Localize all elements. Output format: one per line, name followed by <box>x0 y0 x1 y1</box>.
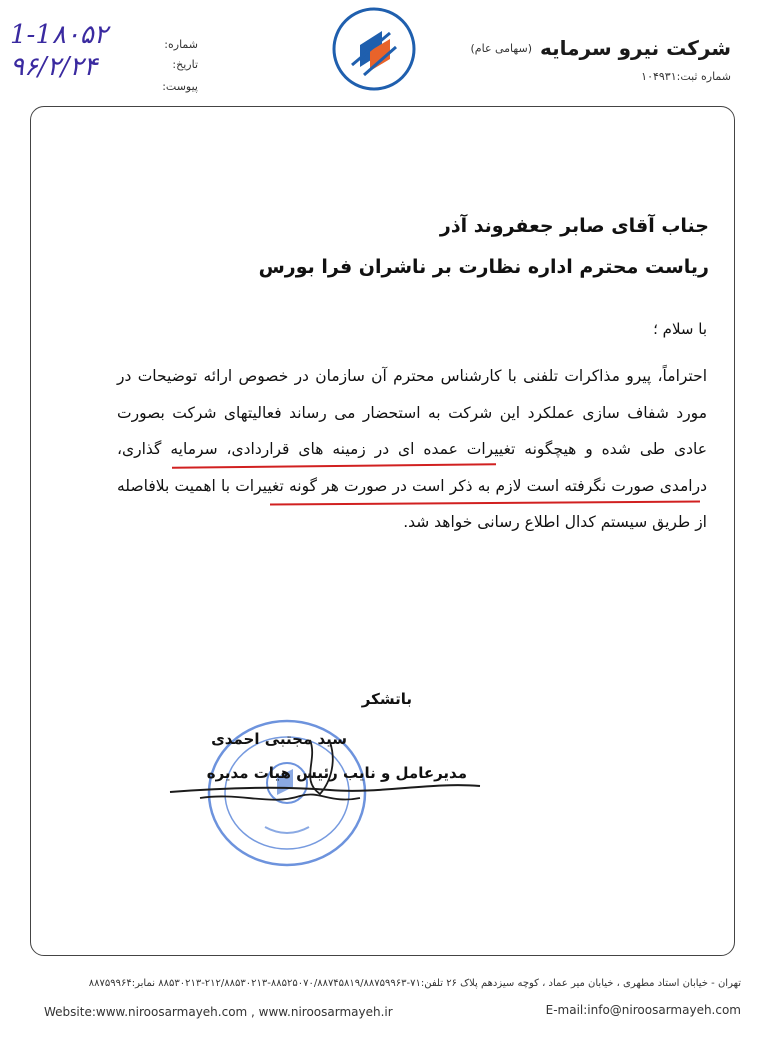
closing: باتشکر <box>361 690 412 708</box>
company-logo-icon <box>330 5 418 93</box>
footer-email: E-mail:info@niroosarmayeh.com <box>545 1003 741 1017</box>
number-label: شماره: <box>164 38 198 51</box>
handwritten-letter-date: ۹۶/۲/۲۴ <box>10 52 98 82</box>
footer-address: تهران - خیابان استاد مطهری ، خیابان میر عماد ، کوچه سیزدهم پلاک ۲۶ تلفن:۷۱-۸۸۵۲۵۰۷۰/۸۸۷۴۵۸۱۹/۸۸۷۵۹۹۶۳-۲۱۲/۸۸۵۳۰۲۱۳-۸۸۵۳۰۲۱۳ نمابر:۸۸۷۵۹۹۶۴ <box>88 978 741 989</box>
company-name: شرکت نیرو سرمایه <box>539 36 731 60</box>
footer-website: Website:www.niroosarmayeh.com , www.niroosarmayeh.ir <box>44 1005 393 1019</box>
handwritten-signature <box>160 720 490 820</box>
greeting: با سلام ؛ <box>653 320 707 338</box>
handwritten-letter-number: 1-1۸۰۵۲ <box>10 20 108 50</box>
recipient-name: جناب آقای صابر جعفروند آذر <box>439 215 709 237</box>
attachment-label: پیوست: <box>162 80 198 93</box>
registration-number: شماره ثبت:۱۰۴۹۳۱ <box>641 70 731 83</box>
recipient-title: ریاست محترم اداره نظارت بر ناشران فرا بورس <box>258 256 709 278</box>
company-type: (سهامی عام) <box>470 42 532 55</box>
date-label: تاریخ: <box>172 58 198 71</box>
signer-title: مدیرعامل و نایب رئیس هیات مدیره <box>206 764 467 782</box>
letter-body: احتراماً، پیرو مذاکرات تلفنی با کارشناس محترم آن سازمان در خصوص ارائه توضیحات در مورد شفاف سازی عملکرد این شرکت به استحضار می رساند فعالیتهای شرکت بصورت عادی طی شده و هیچگونه تغییرات عمده ای در زمینه های قراردادی، سرمایه گذاری، درامدی صورت نگرفته است لازم به ذکر است در صورت هر گونه تغییرات با اهمیت بلافاصله از طریق سیستم کدال اطلاع رسانی خواهد شد. <box>117 367 707 531</box>
signer-name: سید مجتبی احمدی <box>211 730 347 748</box>
